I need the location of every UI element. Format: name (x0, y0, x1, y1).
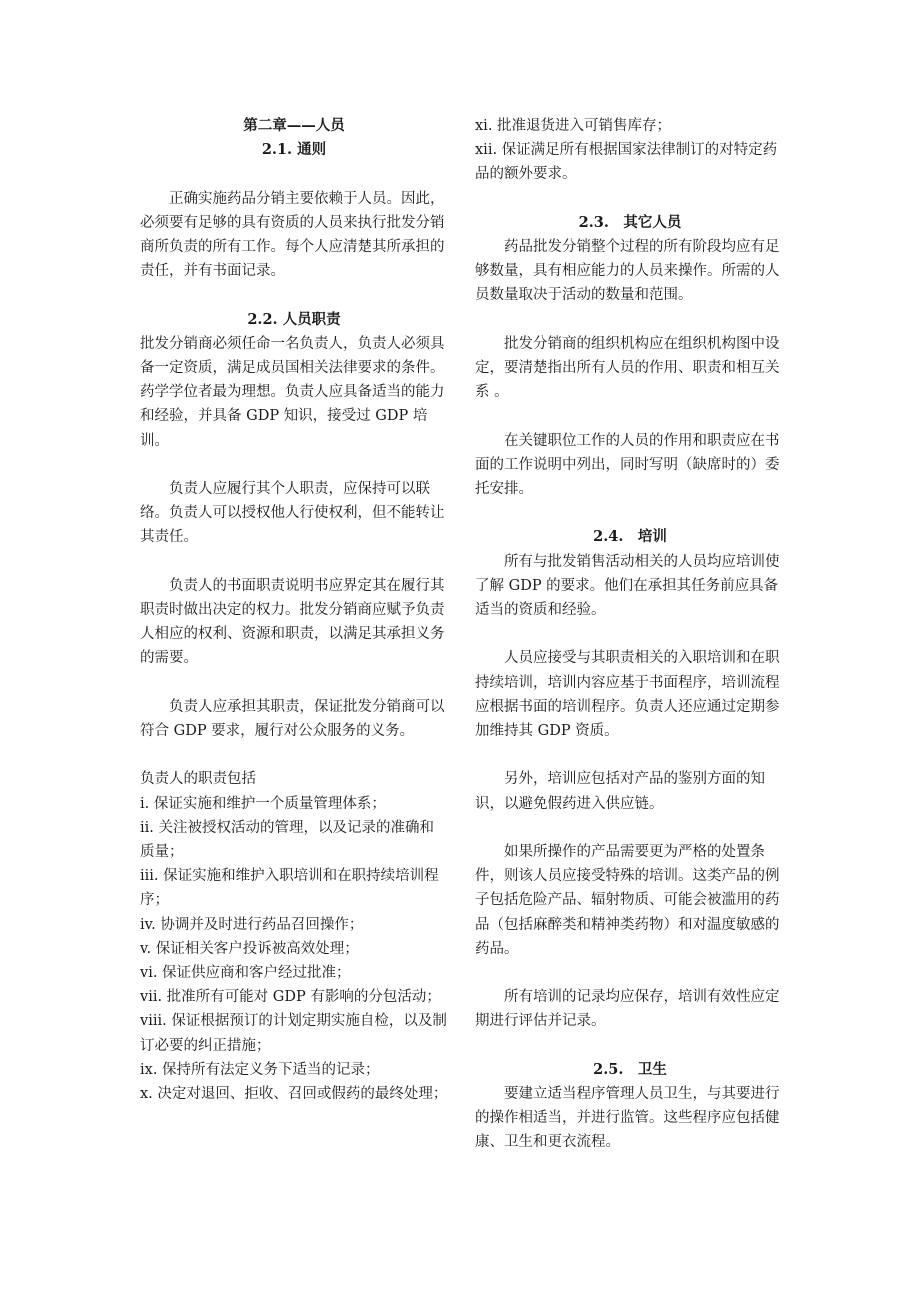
list-item: xi. 批准退货进入可销售库存； (475, 118, 672, 134)
section-2-4-paragraph-4: 如果所操作的产品需要更为严格的处置条件，则该人员应接受特殊的培训。这类产品的例子包括危险产品、辐射物质、可能会被滥用的药品（包括麻醉类和精神类药物）和对温度敏感的药品。 (475, 843, 780, 957)
list-item: iv. 协调并及时进行药品召回操作； (140, 916, 364, 933)
list-item: v. 保证相关客户投诉被高效处理； (140, 940, 359, 957)
section-2-5-paragraph: 要建立适当程序管理人员卫生，与其要进行的操作相适当，并进行监管。这些程序应包括健康、卫生和更衣流程。 (475, 1085, 780, 1151)
section-2-2-paragraph-1: 批发分销商必须任命一名负责人，负责人必须具备一定资质，满足成员国相关法律要求的条件。药学学位者最为理想。负责人应具备适当的能力和经验，并具备 GDP 知识，接受过 GDP 培训。 (140, 335, 445, 449)
section-2-4-paragraph-1: 所有与批发销售活动相关的人员均应培训使了解 GDP 的要求。他们在承担其任务前应具备适当的资质和经验。 (475, 553, 780, 618)
section-2-2-paragraph-4: 负责人应承担其职责，保证批发分销商可以符合 GDP 要求，履行对公众服务的义务。 (140, 698, 445, 739)
section-2-4-paragraph-5: 所有培训的记录均应保存，培训有效性应定期进行评估并记录。 (475, 989, 780, 1030)
duties-intro: 负责人的职责包括 (140, 771, 256, 788)
duties-list (140, 792, 448, 1107)
left-column (140, 114, 448, 1106)
list-item: xii. 保证满足所有根据国家法律制订的对特定药品的额外要求。 (475, 142, 778, 183)
section-2-3-paragraph-3: 在关键职位工作的人员的作用和职责应在书面的工作说明中列出，同时写明（缺席时的）委托安排。 (475, 432, 780, 497)
list-item: ix. 保持所有法定义务下适当的记录； (140, 1061, 380, 1078)
list-item: vi. 保证供应商和客户经过批准； (140, 965, 351, 982)
section-2-4-heading: 2.4. 培训 (593, 528, 667, 546)
list-item: ii. 关注被授权活动的管理，以及记录的准确和质量； (140, 819, 434, 860)
duties-list-continued (475, 114, 785, 187)
section-2-3-paragraph-2: 批发分销商的组织机构应在组织机构图中设定，要清楚指出所有人员的作用、职责和相互关系 。 (475, 335, 780, 401)
section-2-2-heading: 2.2. 人员职责 (247, 310, 341, 328)
section-2-3-paragraph-1: 药品批发分销整个过程的所有阶段均应有足够数量，具有相应能力的人员来操作。所需的人员数量取决于活动的数量和范围。 (475, 239, 780, 304)
list-item: viii. 保证根据预订的计划定期实施自检，以及制订必要的纠正措施； (140, 1013, 447, 1054)
section-2-4-paragraph-3: 另外，培训应包括对产品的鉴别方面的知识，以避免假药进入供应链。 (475, 771, 765, 812)
section-2-2-paragraph-2: 负责人应履行其个人职责，应保持可以联络。负责人可以授权他人行使权利，但不能转让其责任。 (140, 481, 445, 546)
section-2-3-heading: 2.3. 其它人员 (578, 213, 682, 231)
chapter-title: 第二章——人员 (243, 117, 345, 134)
section-2-1-heading: 2.1. 通则 (261, 141, 327, 159)
list-item: i. 保证实施和维护一个质量管理体系； (140, 795, 386, 812)
list-item: vii. 批准所有可能对 GDP 有影响的分包活动； (140, 989, 441, 1006)
list-item: iii. 保证实施和维护入职培训和在职持续培训程序； (140, 868, 439, 909)
right-column (475, 114, 785, 1155)
section-2-1-paragraph: 正确实施药品分销主要依赖于人员。因此，必须要有足够的具有资质的人员来执行批发分销商所负责的所有工作。每个人应清楚其所承担的责任，并有书面记录。 (140, 190, 445, 280)
list-item: x. 决定对退回、拒收、召回或假药的最终处理； (140, 1086, 448, 1103)
section-2-4-paragraph-2: 人员应接受与其职责相关的入职培训和在职持续培训，培训内容应基于书面程序，培训流程应根据书面的培训程序。负责人还应通过定期参加维持其 GDP 资质。 (475, 650, 780, 739)
section-2-5-heading: 2.5. 卫生 (593, 1060, 667, 1078)
section-2-2-paragraph-3: 负责人的书面职责说明书应界定其在履行其职责时做出决定的权力。批发分销商应赋予负责人相应的权利、资源和职责，以满足其承担义务的需要。 (140, 577, 445, 667)
